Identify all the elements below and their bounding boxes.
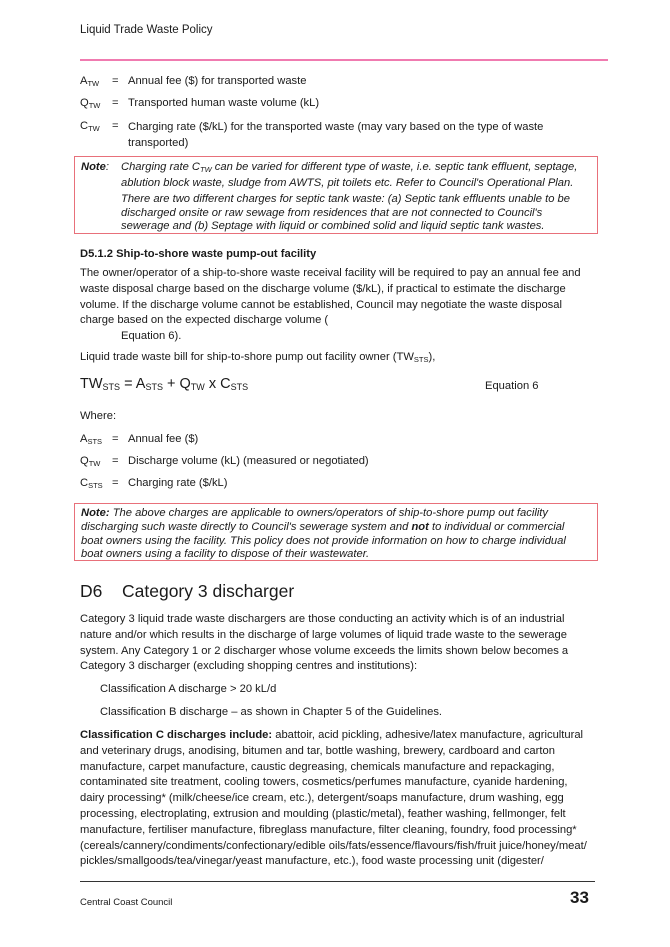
running-header: Liquid Trade Waste Policy [80,24,213,36]
definition-symbol: $Q_{TW}$ [80,97,101,110]
definition-text: Discharge volume (kL) (measured or negotiated) [128,455,369,467]
definition-row [80,96,600,112]
definition-row [80,119,600,151]
body-paragraph: Liquid trade waste bill for ship-to-shore pump out facility owner $(TW_{STS})$, [80,351,436,364]
equals-sign: = [112,75,119,87]
where-label: Where: [80,410,117,422]
body-paragraph: Classification C discharges include: abattoir, acid pickling, adhesive/latex manufacture, agricultural and veterinary drugs, anodising, bitumen and tar, bottle washing, brewery, cardboard and carton manufacture, carpet manufacture, caustic degreasing, chemicals manufacture and repackaging, contaminated site treatment, cooling towers, cosmetics/perfumes manufacture, cyanide hardening, dairy processing* (milk/cheese/ice cream, etc.), detergent/soaps manufacture, drum washing, egg processing, electroplating, extrusion and moulding (plastic/metal), feather washing, fellmonger, felt manufacture, fertiliser manufacture, fibreglass manufacture, filter cleaning, foundry, food processing* (cereals/cannery/condiments/confectionary/edible oils/fats/essence/flavours/fish/fruit juice/honey/meat/ pickles/smallgoods/tea/vinegar/yeast manufacture, etc.), food waste processing unit (digester/ [80,729,587,868]
definition-symbol: $C_{STS}$ [80,477,103,490]
definition-text: Annual fee ($) for transported waste [128,75,307,87]
note-box [74,503,598,561]
page-number: 33 [570,888,589,907]
note-box [74,156,598,234]
equals-sign: = [112,97,119,109]
definition-row [80,74,600,90]
note-paragraph: Charging rate $C_{TW}$ can be varied for different type of waste, i.e. septic tank effluent, septage, ablution block waste, sludge from AWTS, pit toilets etc. Refer to Council's Operational Plan. [121,161,578,189]
equals-sign: = [112,120,119,132]
definition-text: Transported human waste volume (kL) [128,97,320,109]
equals-sign: = [112,477,119,489]
classification-item: Classification B discharge – as shown in Chapter 5 of the Guidelines. [100,706,443,718]
definition-text: Charging rate ($/kL) [128,477,228,489]
equals-sign: = [112,455,119,467]
footer-rule [80,881,595,882]
definition-row [80,476,600,492]
classification-item: Classification A discharge > 20 kL/d [100,683,277,695]
definition-row [80,454,600,470]
note-paragraph: Note: The above charges are applicable to owners/operators of ship-to-shore pump out facility discharging such waste directly to Council's sewerage system and not to individual or commercial boat owners using the facility. This policy does not provide information on how to charge individual boat owners using a facility to dispose of their wastewater. [81,507,566,561]
footer-organisation: Central Coast Council [80,897,173,908]
body-paragraph: Category 3 liquid trade waste dischargers are those conducting an activity which is of an industrial nature and/or which results in the discharge of large volumes of liquid trade waste to the sewerage system. Any Category 1 or 2 discharger whose volume exceeds the limits shown below becomes a Category 3 discharger (excluding shopping centres and institutions): [80,613,569,673]
definition-text: Charging rate ($/kL) for the transported waste (may vary based on the type of waste transported) [128,121,544,149]
equation-reference: Equation 6). [121,330,182,343]
definition-symbol: $Q_{TW}$ [80,455,101,468]
equals-sign: = [112,433,119,445]
section-heading: D6 Category 3 discharger [80,581,295,601]
definition-symbol: $A_{STS}$ [80,433,103,446]
definition-symbol: $A_{TW}$ [80,75,100,88]
header-rule [80,59,608,61]
body-paragraph: The owner/operator of a ship-to-shore waste receival facility will be required to pay an annual fee and waste disposal charge based on the discharge volume ($/kL), if practical to estimate the discharge volume. If the discharge volume cannot be established, Council may negotiate the waste disposal charge based on the expected discharge volume ( Equation 6). [80,267,581,343]
definition-text: Annual fee ($) [128,433,199,445]
definition-symbol: $C_{TW}$ [80,120,100,133]
definition-row [80,432,600,448]
equation: $TW_{STS} = A_{STS} + Q_{TW}$ x $C_{STS}$ [80,376,249,392]
note-label: Note: [81,161,109,173]
equation-number: Equation 6 [485,380,539,392]
subsection-heading: D5.1.2 Ship-to-shore waste pump-out facility [80,248,317,260]
note-paragraph: There are two different charges for septic tank waste: (a) Septic tank effluents unable to be discharged onsite or raw sewage from residences that are not connected to Council's sewerage and (b) Septage with liquid or combined solid and liquid septic tank wastes. [121,193,570,232]
